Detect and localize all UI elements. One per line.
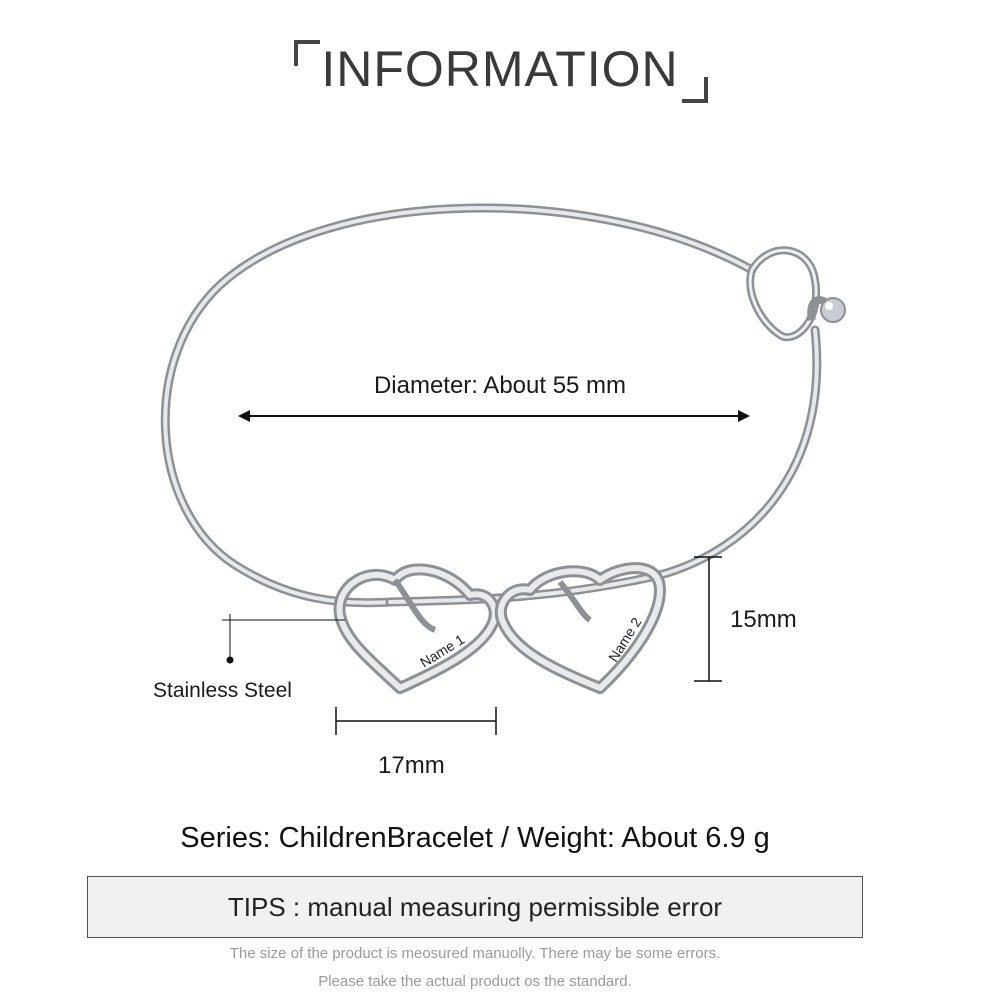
diameter-label: Diameter: About 55 mm xyxy=(373,372,627,399)
width-label: 17mm xyxy=(378,752,445,779)
height-dimension xyxy=(694,557,722,681)
page-title: INFORMATION xyxy=(321,41,679,97)
material-leader xyxy=(222,614,345,664)
bangle-wire xyxy=(165,208,817,603)
tips-note-line-2: Please take the actual product os the standard. xyxy=(318,973,632,990)
tips-box xyxy=(87,876,863,938)
clasp xyxy=(750,250,845,337)
charm-engraving-left: Name 1 xyxy=(417,630,468,671)
clasp-ball xyxy=(821,298,845,322)
material-label: Stainless Steel xyxy=(153,679,292,702)
width-dimension xyxy=(336,707,496,735)
heart-charm-left xyxy=(340,569,495,688)
series-weight-line: Series: ChildrenBracelet / Weight: About 6.9 g xyxy=(180,822,770,854)
height-label: 15mm xyxy=(730,606,797,633)
tips-note-line-1: The size of the product is meosured manuolly. There may be some errors. xyxy=(229,945,721,962)
tips-label: TIPS : manual measuring permissible error xyxy=(227,891,723,922)
charm-engraving-right: Name 2 xyxy=(604,614,645,665)
